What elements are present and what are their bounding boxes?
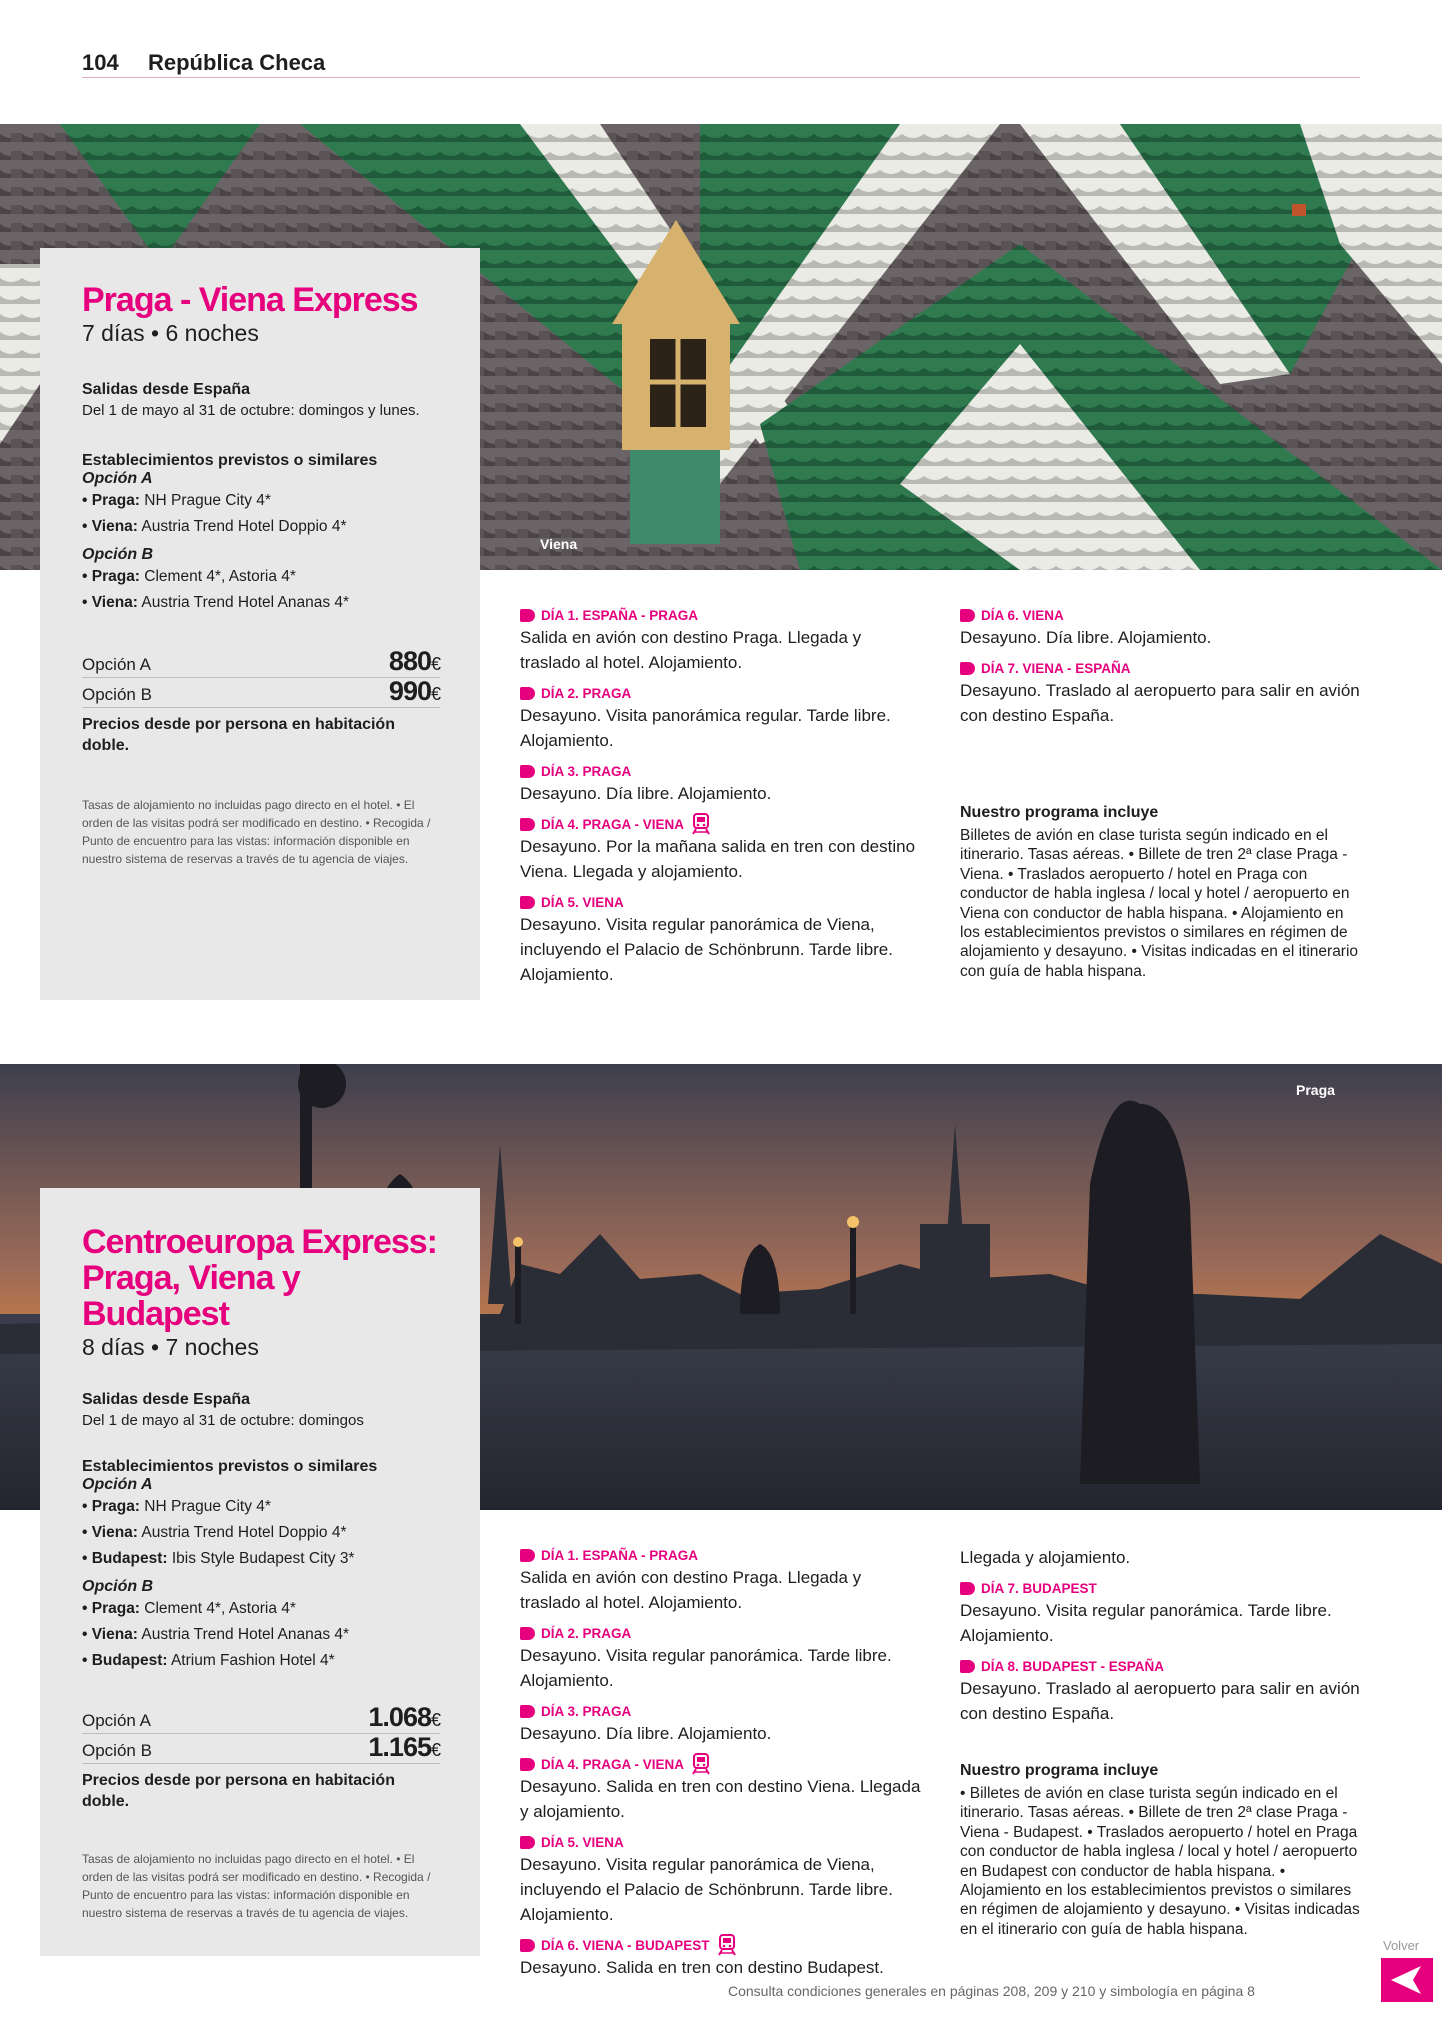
day-heading: DÍA 1. ESPAÑA - PRAGA — [520, 605, 922, 625]
trip1-includes — [960, 804, 1362, 981]
hotel-line: • Budapest: Atrium Fashion Hotel 4* — [82, 1652, 335, 1669]
day-bullet-icon — [520, 896, 535, 909]
trip2-option-a-title: Opción A — [82, 1476, 153, 1493]
trip1-price-note: Precios desde por persona en habitación doble. — [82, 716, 395, 754]
trip2-includes-text: • Billetes de avión en clase turista según indicado en el itinerario. Tasas aéreas. • Billete de tren 2ª clase Praga - Viena - Budapest. • Traslados aeropuerto / hotel en Praga con conductor de habla inglesa / local y hotel / aeropuerto en Budapest con conductor de habla hispana. • Alojamiento en los establecimientos previstos o similares en régimen de alojamiento y desayuno. • Visitas indicadas en el itinerario con guía de habla hispana. — [960, 1785, 1360, 1938]
day-description: Salida en avión con destino Praga. Llegada y traslado al hotel. Alojamiento. — [520, 628, 862, 672]
day-description: Salida en avión con destino Praga. Llegada y traslado al hotel. Alojamiento. — [520, 1568, 862, 1612]
day-heading: DÍA 1. ESPAÑA - PRAGA — [520, 1545, 922, 1565]
day-description: Desayuno. Día libre. Alojamiento. — [960, 628, 1212, 647]
hotel-line: • Praga: NH Prague City 4* — [82, 492, 271, 509]
day-bullet-icon — [520, 1836, 535, 1849]
day-heading: DÍA 4. PRAGA - VIENA — [520, 1754, 922, 1774]
trip2-duration: 8 días • 7 noches — [82, 1334, 259, 1360]
trip1-hotels-title: Establecimientos previstos o similares — [82, 452, 378, 469]
price-value: 880€ — [388, 646, 440, 676]
day-description: Desayuno. Traslado al aeropuerto para salir en avión con destino España. — [960, 1679, 1360, 1723]
back-arrow-icon — [1381, 1958, 1433, 2002]
day-bullet-icon — [520, 818, 535, 831]
trip2-title-line2: Praga, Viena y Budapest — [82, 1259, 300, 1333]
train-icon — [692, 813, 710, 835]
day-heading: DÍA 5. VIENA — [520, 1832, 922, 1852]
day-description: Desayuno. Visita regular panorámica de Viena, incluyendo el Palacio de Schönbrunn. Tarde libre. Alojamiento. — [520, 1855, 893, 1924]
day-heading: DÍA 7. BUDAPEST — [960, 1578, 1362, 1598]
day-bullet-icon — [520, 765, 535, 778]
day-bullet-icon — [960, 662, 975, 675]
trip2-title-line1: Centroeuropa Express: — [82, 1223, 437, 1261]
trip2-hotels-title: Establecimientos previstos o similares — [82, 1458, 378, 1475]
page-header — [82, 46, 1360, 78]
day-heading: DÍA 5. VIENA — [520, 892, 922, 912]
section-title: República Checa — [148, 50, 326, 75]
price-value: 990€ — [388, 676, 440, 706]
trip1-title: Praga - Viena Express — [82, 281, 418, 319]
day-heading: DÍA 4. PRAGA - VIENA — [520, 814, 922, 834]
hotel-line: • Viena: Austria Trend Hotel Ananas 4* — [82, 594, 350, 611]
trip2-col2-lead: Llegada y alojamiento. — [960, 1548, 1131, 1567]
footer-note: Consulta condiciones generales en páginas 208, 209 y 210 y simbología en página 8 — [728, 1983, 1255, 1999]
day-bullet-icon — [960, 1582, 975, 1595]
day-bullet-icon — [520, 687, 535, 700]
day-description: Desayuno. Traslado al aeropuerto para salir en avión con destino España. — [960, 681, 1360, 725]
train-icon — [692, 1753, 710, 1775]
day-bullet-icon — [520, 1627, 535, 1640]
trip1-itinerary-col1 — [520, 605, 922, 995]
day-heading: DÍA 2. PRAGA — [520, 1623, 922, 1643]
trip1-option-a-title: Opción A — [82, 470, 153, 487]
day-description: Desayuno. Visita panorámica regular. Tarde libre. Alojamiento. — [520, 706, 891, 750]
day-heading: DÍA 6. VIENA — [960, 605, 1362, 625]
day-bullet-icon — [520, 1705, 535, 1718]
day-heading: DÍA 3. PRAGA — [520, 1701, 922, 1721]
trip2-option-b-title: Opción B — [82, 1578, 154, 1595]
back-label[interactable]: Volver — [1383, 1938, 1420, 1953]
trip2-itinerary-col2-wrap — [960, 1545, 1362, 1734]
trip1-itinerary-col2 — [960, 605, 1362, 736]
day-description: Desayuno. Salida en tren con destino Viena. Llegada y alojamiento. — [520, 1777, 921, 1821]
day-heading: DÍA 6. VIENA - BUDAPEST — [520, 1935, 922, 1955]
hotel-line: • Viena: Austria Trend Hotel Doppio 4* — [82, 518, 347, 535]
hotel-line: • Praga: Clement 4*, Astoria 4* — [82, 1600, 296, 1617]
trip2-departures-text: Del 1 de mayo al 31 de octubre: domingos — [82, 1412, 364, 1429]
day-heading: DÍA 2. PRAGA — [520, 683, 922, 703]
hotel-line: • Viena: Austria Trend Hotel Ananas 4* — [82, 1626, 350, 1643]
day-heading: DÍA 3. PRAGA — [520, 761, 922, 781]
day-bullet-icon — [520, 1549, 535, 1562]
price-row-option-b: Opción B 990€ — [82, 676, 440, 706]
trip2-itinerary-col1 — [520, 1545, 922, 1988]
trip1-includes-text: Billetes de avión en clase turista según indicado en el itinerario. Tasas aéreas. • Billete de tren 2ª clase Praga - Viena. • Traslados aeropuerto / hotel en Praga con conductor de habla inglesa / local y hotel / aeropuerto en Viena con conductor de habla hispana. • Alojamiento en los establecimientos previstos o similares en régimen de alojamiento y desayuno. • Visitas indicadas en el itinerario con guía de habla hispana. — [960, 827, 1359, 980]
day-description: Desayuno. Visita regular panorámica. Tarde libre. Alojamiento. — [520, 1646, 892, 1690]
price-value: 1.165€ — [368, 1732, 440, 1762]
hotel-line: • Praga: NH Prague City 4* — [82, 1498, 271, 1515]
day-heading: DÍA 7. VIENA - ESPAÑA — [960, 658, 1362, 678]
trip1-departures-title: Salidas desde España — [82, 381, 251, 398]
price-value: 1.068€ — [368, 1702, 440, 1732]
day-bullet-icon — [520, 609, 535, 622]
day-bullet-icon — [960, 609, 975, 622]
day-heading: DÍA 8. BUDAPEST - ESPAÑA — [960, 1656, 1362, 1676]
trip2-fineprint: Tasas de alojamiento no incluidas pago directo en el hotel. • El orden de las visitas podrá ser modificado en destino. • Recogida / Punto de encuentro para las vistas: información disponible en nuestro sistema de reservas a través de tu agencia de viajes. — [82, 1852, 431, 1920]
photo-caption-praga: Praga — [1296, 1082, 1335, 1098]
back-button[interactable] — [1381, 1958, 1433, 2002]
trip2-info-box — [40, 1188, 480, 1956]
trip2-includes — [960, 1762, 1362, 1939]
hotel-line: • Budapest: Ibis Style Budapest City 3* — [82, 1550, 355, 1567]
day-description: Desayuno. Día libre. Alojamiento. — [520, 784, 772, 803]
trip1-info-box — [40, 248, 480, 1000]
hotel-line: • Praga: Clement 4*, Astoria 4* — [82, 568, 296, 585]
day-bullet-icon — [960, 1660, 975, 1673]
hotel-line: • Viena: Austria Trend Hotel Doppio 4* — [82, 1524, 347, 1541]
day-description: Desayuno. Día libre. Alojamiento. — [520, 1724, 772, 1743]
trip2-includes-title: Nuestro programa incluye — [960, 1762, 1159, 1779]
trip2-itinerary-col2 — [960, 1578, 1362, 1726]
price-row-option-a: Opción A 880€ — [82, 646, 440, 676]
day-bullet-icon — [520, 1939, 535, 1952]
page-number: 104 — [82, 50, 119, 75]
trip1-includes-title: Nuestro programa incluye — [960, 804, 1159, 821]
day-description: Desayuno. Por la mañana salida en tren con destino Viena. Llegada y alojamiento. — [520, 837, 916, 881]
price-row-option-a: Opción A 1.068€ — [82, 1702, 440, 1732]
trip1-duration: 7 días • 6 noches — [82, 320, 259, 346]
trip1-option-b-title: Opción B — [82, 546, 154, 563]
trip1-departures-text: Del 1 de mayo al 31 de octubre: domingos y lunes. — [82, 402, 420, 419]
trip1-fineprint: Tasas de alojamiento no incluidas pago directo en el hotel. • El orden de las visitas podrá ser modificado en destino. • Recogida / Punto de encuentro para las vistas: información disponible en nuestro sistema de reservas a través de tu agencia de viajes. — [82, 798, 431, 866]
price-row-option-b: Opción B 1.165€ — [82, 1732, 440, 1762]
day-description: Desayuno. Visita regular panorámica de Viena, incluyendo el Palacio de Schönbrunn. Tarde libre. Alojamiento. — [520, 915, 893, 984]
day-bullet-icon — [520, 1758, 535, 1771]
trip2-price-note: Precios desde por persona en habitación doble. — [82, 1772, 395, 1810]
trip2-departures-title: Salidas desde España — [82, 1391, 251, 1408]
day-description: Desayuno. Visita regular panorámica. Tarde libre. Alojamiento. — [960, 1601, 1332, 1645]
day-description: Desayuno. Salida en tren con destino Budapest. — [520, 1958, 884, 1977]
photo-caption-viena: Viena — [540, 536, 578, 552]
train-icon — [718, 1934, 736, 1956]
